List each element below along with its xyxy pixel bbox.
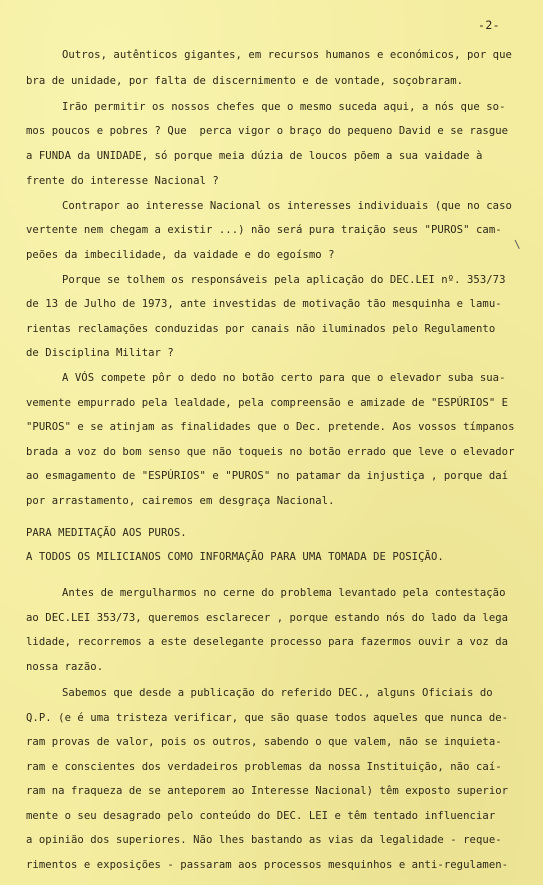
margin-mark: \ (514, 238, 521, 251)
text-line: ram provas de valor, pois os outros, sabendo o que valem, não se inquieta- (26, 736, 502, 748)
text-line: lidade, recorremos a este deselegante processo para fazermos ouvir a voz da (26, 636, 509, 648)
text-line: Outros, autênticos gigantes, em recursos humanos e económicos, por que (62, 49, 512, 61)
page-number: -2- (478, 18, 500, 32)
text-line: de Disciplina Militar ? (26, 347, 174, 359)
text-line: frente do interesse Nacional ? (26, 175, 219, 187)
text-line: a opinião dos superiores. Não lhes bastando as vias da legalidade - reque- (26, 834, 502, 846)
text-line: mos poucos e pobres ? Que perca vigor o braço do pequeno David e se rasgue (26, 125, 509, 137)
text-line: ram na fraqueza de se anteporem ao Interesse Nacional) têm exposto superior (26, 785, 509, 797)
text-line: vertente nem chegam a existir ...) não será pura traição seus "PUROS" cam- (26, 224, 502, 236)
text-line: brada a voz do bom senso que não toqueis no botão errado que leve o elevador (26, 446, 515, 458)
text-line: de 13 de Julho de 1973, ante investidas de motivação tão mesquinha e lamu- (26, 298, 502, 310)
section-heading: A TODOS OS MILICIANOS COMO INFORMAÇÃO PARA UMA TOMADA DE POSIÇÃO. (26, 551, 444, 563)
text-line: rimentos e exposições - passaram aos processos mesquinhos e anti-regulamen- (26, 859, 509, 871)
text-line: Contrapor ao interesse Nacional os interesses individuais (que no caso (62, 200, 512, 212)
text-line: a FUNDA da UNIDADE, só porque meia dúzia de loucos põem a sua vaidade à (26, 150, 483, 162)
text-line: bra de unidade, por falta de discernimento e de vontade, soçobraram. (26, 75, 464, 87)
text-line: Antes de mergulharmos no cerne do problema levantado pela contestação (62, 587, 506, 599)
text-line: Irão permitir os nossos chefes que o mesmo suceda aqui, a nós que so- (62, 101, 506, 113)
section-heading: PARA MEDITAÇÃO AOS PUROS. (26, 527, 187, 539)
text-line: vemente empurrado pela lealdade, pela compreensão e amizade de "ESPÚRIOS" E (26, 397, 509, 409)
text-line: nossa razão. (26, 661, 104, 673)
text-line: mente o seu desagrado pelo conteúdo do DEC. LEI e têm tentado influenciar (26, 810, 496, 822)
text-line: ram e conscientes dos verdadeiros problemas da nossa Instituição, não caí- (26, 761, 502, 773)
text-line: Porque se tolhem os responsáveis pela aplicação do DEC.LEI nº. 353/73 (62, 274, 506, 286)
text-line: ao DEC.LEI 353/73, queremos esclarecer , porque estando nós do lado da lega (26, 612, 509, 624)
text-line: "PUROS" e se atinjam as finalidades que o Dec. pretende. Aos vossos tímpanos (26, 421, 515, 433)
text-line: ao esmagamento de "ESPÚRIOS" e "PUROS" no patamar da injustiça , porque daí (26, 470, 509, 482)
text-line: A VÓS compete pôr o dedo no botão certo para que o elevador suba sua- (62, 372, 506, 384)
text-line: peões da imbecilidade, da vaidade e do egoísmo ? (26, 249, 335, 261)
text-line: Sabemos que desde a publicação do referido DEC., alguns Oficiais do (62, 687, 493, 699)
text-line: Q.P. (e é uma tristeza verificar, que são quase todos aqueles que nunca de- (26, 712, 509, 724)
text-line: por arrastamento, cairemos em desgraça Nacional. (26, 495, 335, 507)
text-line: rientas reclamações conduzidas por canais não iluminados pelo Regulamento (26, 323, 496, 335)
